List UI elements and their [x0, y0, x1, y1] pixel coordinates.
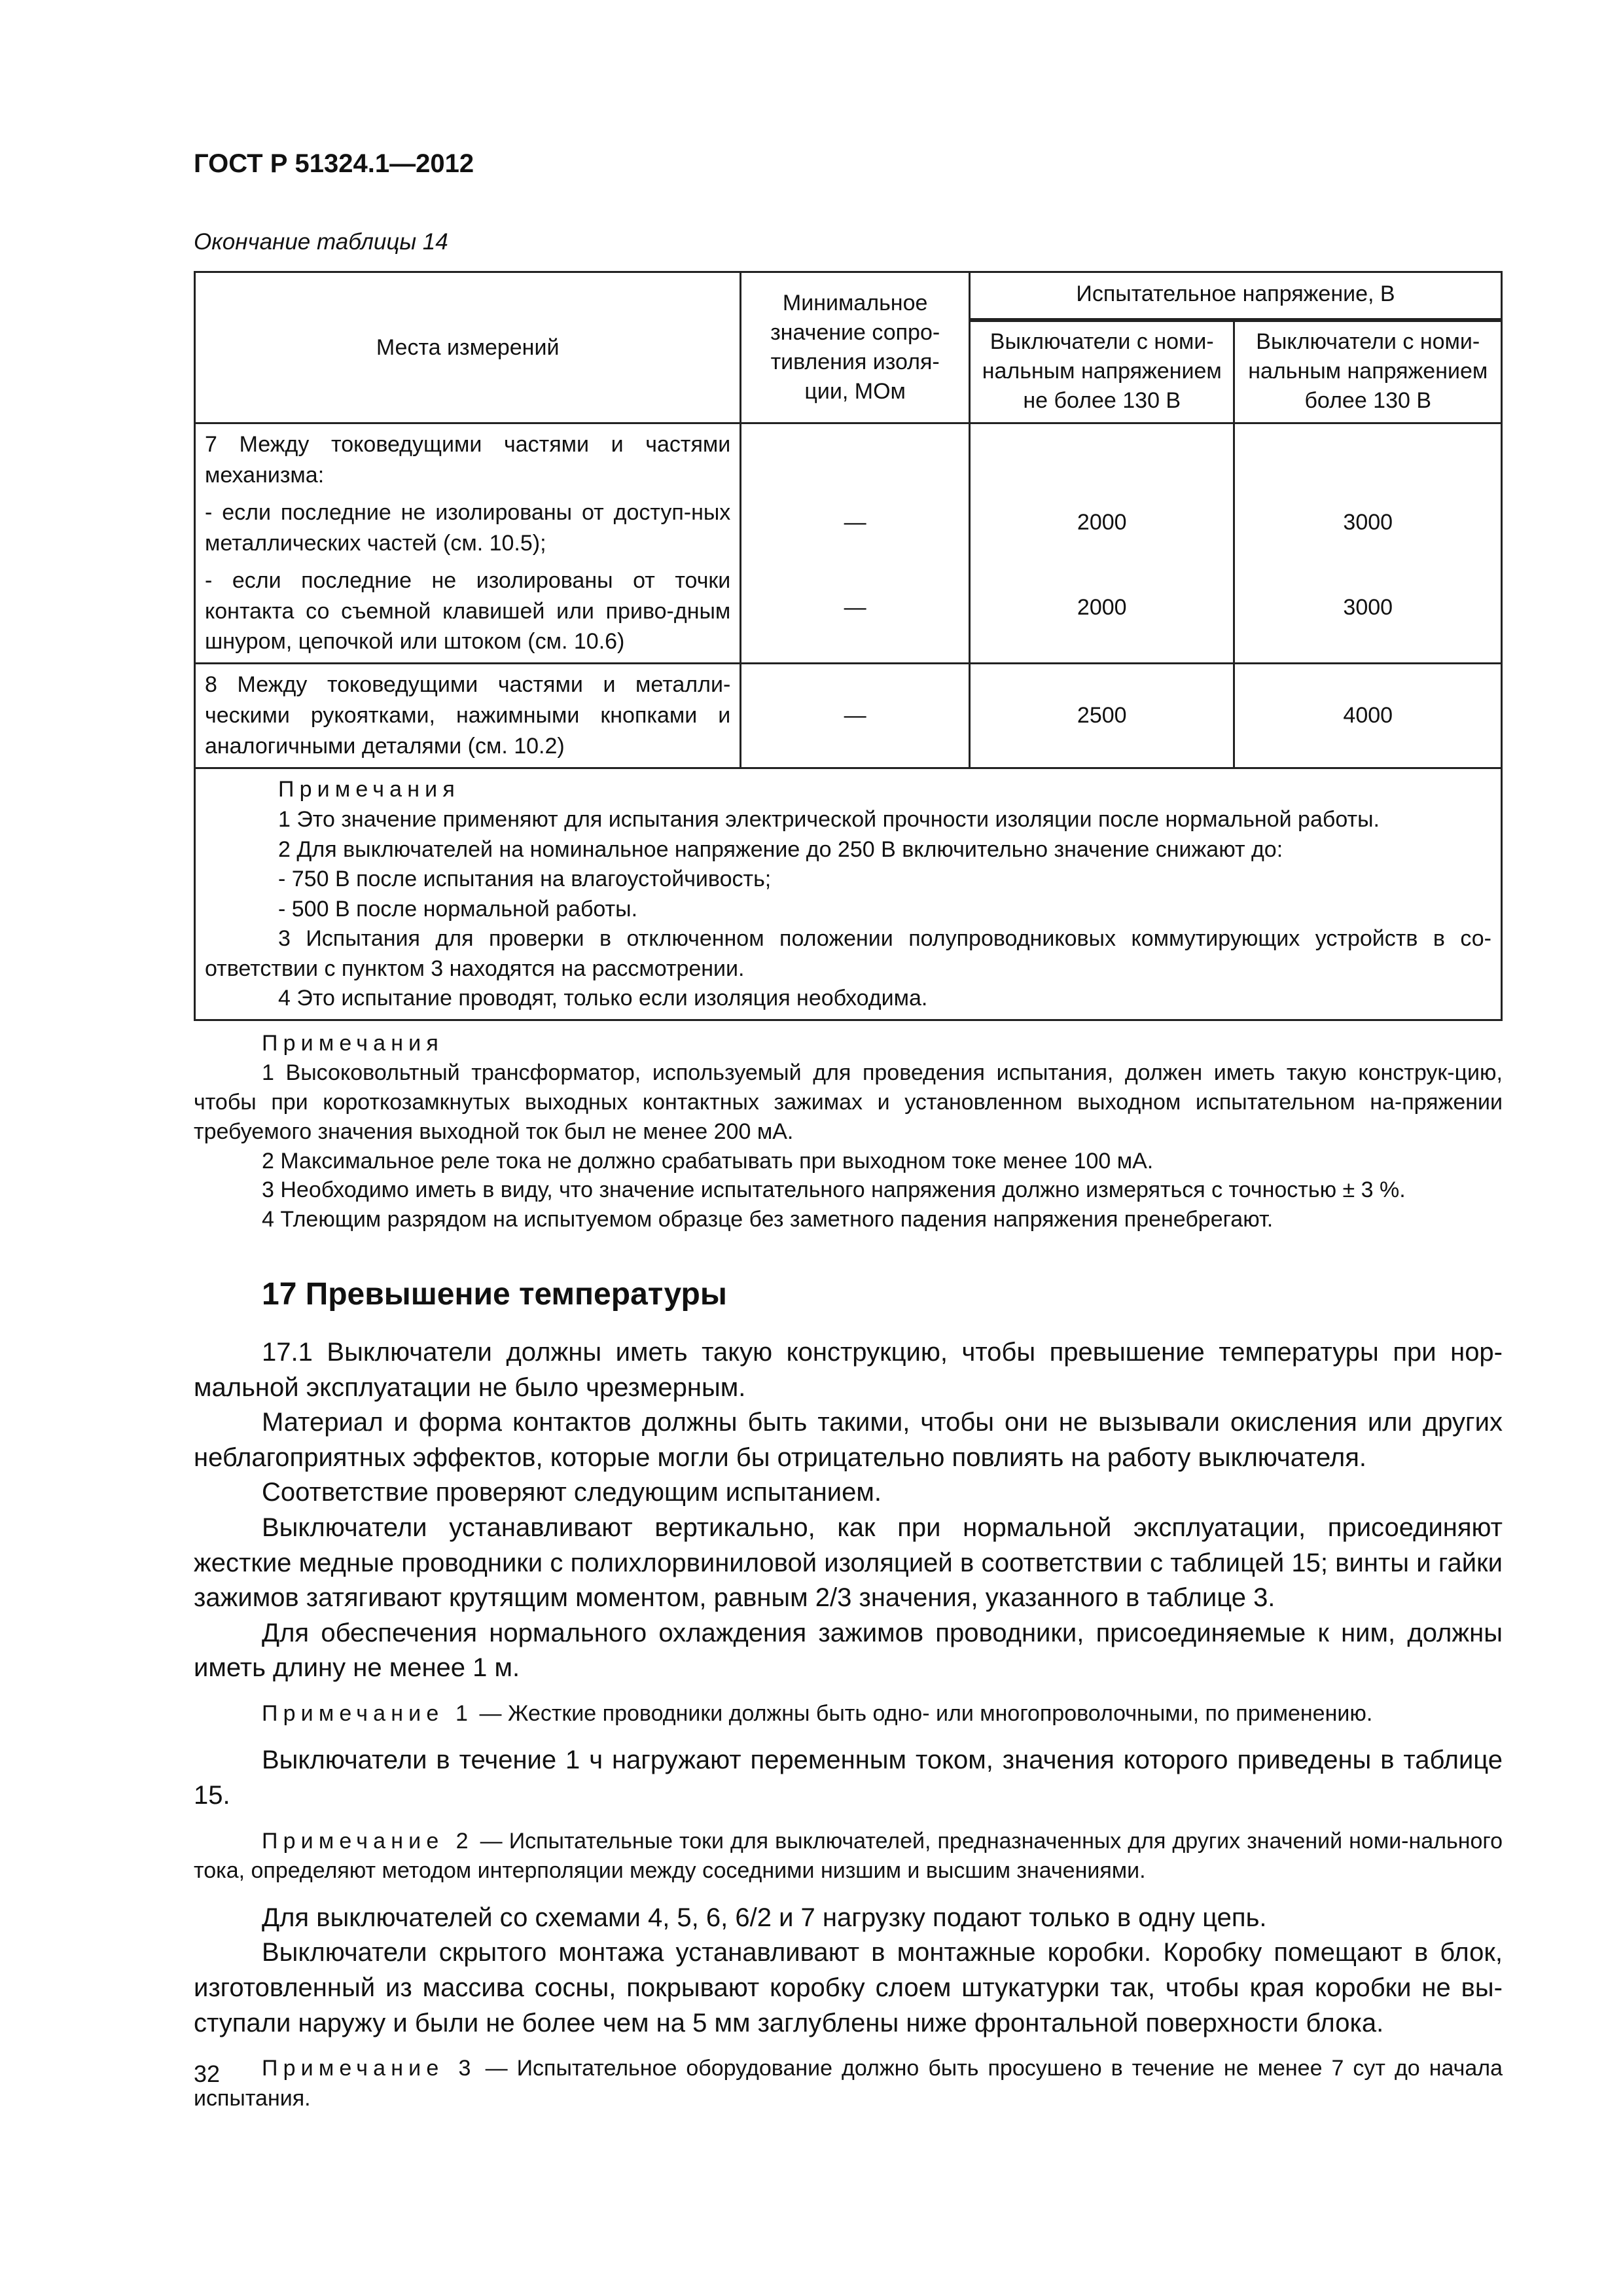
paragraph: Выключатели в течение 1 ч нагружают переменным током, значения которого приведены в таблице 15.: [194, 1746, 1503, 1810]
table-note: 4 Это испытание проводят, только если изоляция необходима.: [278, 986, 928, 1011]
place-cell: [195, 423, 741, 664]
note-text: — Испытательное оборудование должно быть просушено в течение не менее 7 сут до начала испытания.: [194, 2056, 1503, 2111]
note-label: Примечание 3: [262, 2056, 476, 2081]
resistance-cell: [741, 423, 970, 664]
table-notes-title: Примечания: [278, 777, 460, 802]
note-item: 1 Высоковольтный трансформатор, используемый для проведения испытания, должен иметь такую конструк-цию, чтобы при короткозамкнутых выходных контактных зажимах и установленном выходном испытательном на-пряжении требуемого значения выходной ток был не менее 200 мА.: [194, 1060, 1503, 1144]
row-7b-text: - если последние не изолированы от точки контакта со съемной клавишей или приво-дным шнуром, цепочкой или штоком (см. 10.6): [205, 567, 731, 655]
notes-title: Примечания: [262, 1031, 444, 1056]
row-7a-text: - если последние не изолированы от доступ-ных металлических частей (см. 10.5);: [205, 499, 731, 556]
section-body: [194, 1335, 1503, 2128]
notes-block: [194, 1029, 1503, 1234]
table-notes-row: [195, 768, 1502, 1020]
row-7a-low: 2000: [1077, 509, 1127, 535]
table-row: [195, 664, 1502, 768]
row-8-high: 4000: [1234, 664, 1502, 768]
table-caption: Окончание таблицы 14: [194, 229, 448, 255]
note-item: 4 Тлеющим разрядом на испытуемом образце без заметного падения напряжения пренебрегают.: [262, 1207, 1274, 1232]
note-item: 2 Максимальное реле тока не должно срабатывать при выходном токе менее 100 мА.: [262, 1148, 1154, 1174]
paragraph: 17.1 Выключатели должны иметь такую конструкцию, чтобы превышение температуры при нор-мальной эксплуатации не было чрезмерным.: [194, 1338, 1503, 1402]
section-title: 17 Превышение температуры: [262, 1277, 727, 1312]
page-number: 32: [194, 2060, 221, 2087]
paragraph: Для обеспечения нормального охлаждения зажимов проводники, присоединяемые к ним, должны иметь длину не менее 1 м.: [194, 1618, 1503, 1683]
header-voltage: Испытательное напряжение, В: [970, 272, 1502, 319]
paragraph: Материал и форма контактов должны быть такими, чтобы они не вызывали окисления или других неблагоприятных эффектов, которые могли бы отрицательно повлиять на работу выключателя.: [194, 1408, 1503, 1472]
table-notes-cell: [195, 768, 1502, 1020]
table-14: [194, 271, 1503, 1021]
row-7a-res: —: [844, 509, 866, 535]
note-text: — Испытательные токи для выключателей, предназначенных для других значений номи-нального тока, определяют методом интерполяции между соседними низшим и высшим значениями.: [194, 1828, 1503, 1884]
table-note: 2 Для выключателей на номинальное напряжение до 250 В включительно значение снижают до:: [278, 836, 1283, 862]
header-voltage-low: Выключатели с номи-нальным напряжением не более 130 В: [970, 319, 1234, 423]
note-label: Примечание 1: [262, 1700, 474, 1726]
row-8-text: 8 Между токоведущими частями и металли-ческими рукоятками, нажимными кнопками и аналогичными деталями (см. 10.2): [205, 672, 731, 759]
paragraph: Для выключателей со схемами 4, 5, 6, 6/2 и 7 нагрузку подают только в одну цепь.: [262, 1903, 1267, 1932]
table-note: 3 Испытания для проверки в отключенном положении полупроводниковых коммутирующих устройств в со-ответствии с пунктом 3 находятся на рассмотрении.: [205, 926, 1491, 981]
place-cell: [195, 664, 741, 768]
voltage-high-cell: [1234, 423, 1502, 664]
voltage-low-cell: [970, 423, 1234, 664]
paragraph: Соответствие проверяют следующим испытанием.: [262, 1478, 882, 1507]
row-7-heading: 7 Между токоведущими частями и частями механизма:: [205, 432, 731, 488]
row-7b-high: 3000: [1343, 594, 1393, 620]
row-7b-low: 2000: [1077, 594, 1127, 620]
note-paragraph: [194, 2054, 1503, 2113]
table-row: [195, 423, 1502, 664]
table-note: - 500 В после нормальной работы.: [278, 896, 638, 922]
note-paragraph: [194, 1827, 1503, 1886]
row-7b-res: —: [844, 594, 866, 620]
header-voltage-high: Выключатели с номи-нальным напряжением более 130 В: [1234, 319, 1502, 423]
paragraph: Выключатели устанавливают вертикально, как при нормальной эксплуатации, присоединяют жесткие медные проводники с полихлорвиниловой изоляцией в соответствии с таблицей 15; винты и гайки зажимов затягивают крутящим моментом, равным 2/3 значения, указанного в таблице 3.: [194, 1513, 1503, 1613]
paragraph: Выключатели скрытого монтажа устанавливают в монтажные коробки. Коробку помещают в блок, изготовленный из массива сосны, покрывают коробку слоем штукатурки так, чтобы края коробки не вы-ступали наружу и были не более чем на 5 мм заглублены ниже фронтальной поверхности блока.: [194, 1938, 1503, 2037]
note-item: 3 Необходимо иметь в виду, что значение испытательного напряжения должно измеряться с точностью ± 3 %.: [262, 1177, 1406, 1203]
note-paragraph: [194, 1699, 1503, 1729]
header-resistance: Минимальное значение сопро-тивления изоля-ции, МОм: [741, 272, 970, 423]
note-text: — Жесткие проводники должны быть одно- или многопроволочными, по применению.: [473, 1700, 1373, 1726]
header-place: Места измерений: [195, 272, 741, 423]
row-7a-high: 3000: [1343, 509, 1393, 535]
note-label: Примечание 2: [262, 1828, 474, 1854]
row-8-low: 2500: [970, 664, 1234, 768]
table-note: 1 Это значение применяют для испытания электрической прочности изоляции после нормальной работы.: [278, 806, 1380, 832]
standard-header: ГОСТ Р 51324.1—2012: [194, 149, 474, 178]
row-8-res: —: [741, 664, 970, 768]
table-note: - 750 В после испытания на влагоустойчивость;: [278, 867, 772, 892]
